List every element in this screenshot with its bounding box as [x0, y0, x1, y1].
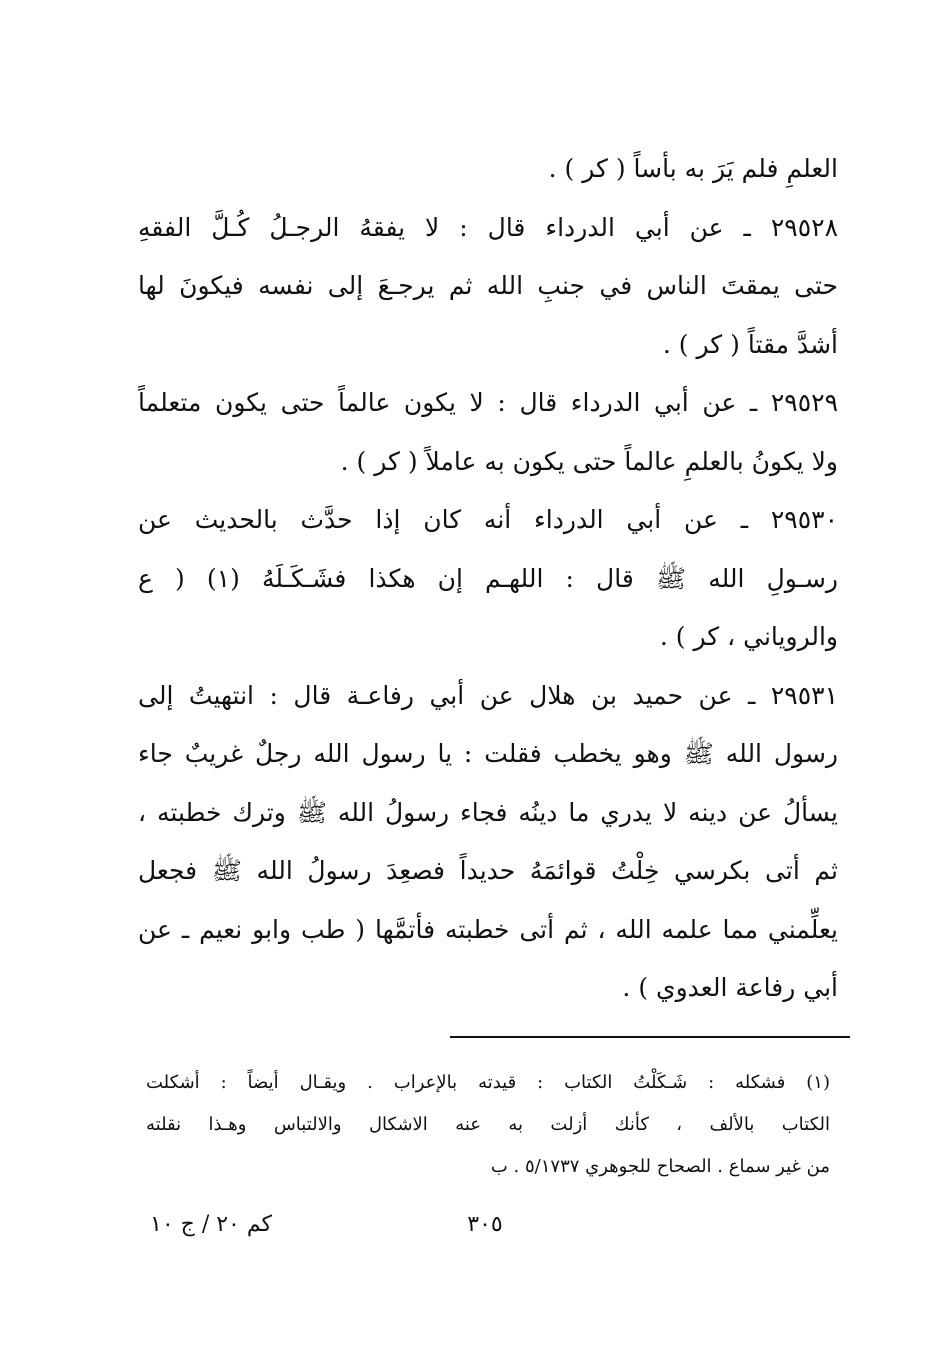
text-line: والروياني ، كر ) . — [659, 622, 838, 651]
footnote-line: (١) فشكله : شَـكَلْتُ الكتاب : قيدته بالإعراب . ويقـال أيضاً : أشكلت — [146, 1072, 830, 1093]
footnote-line: من غير سماع . الصحاح للجوهري ٥/١٧٣٧ . ب — [490, 1156, 830, 1177]
hadith-29528-line: ٢٩٥٢٨ ـ عن أبي الدرداء قال : لا يفقهُ الرجـلُ كُـلَّ الفقهِ — [138, 212, 838, 242]
text-line: ثم أتى بكرسي خِلْتُ قوائمَهُ حديداً فصعِدَ رسولُ الله ﷺ فجعل — [138, 856, 838, 885]
text-line: العلمِ فلم يَرَ به بأساً ( كر ) . — [548, 154, 838, 183]
footnote — [146, 1062, 830, 1188]
footnote-line: الكتاب بالألف ، كأنك أزلت به عنه الاشكال والالتباس وهـذا نقلته — [146, 1114, 830, 1135]
text-line: يسألُ عن دينه لا يدري ما دينُه فجاء رسولُ الله ﷺ وترك خطبته ، — [138, 797, 838, 827]
text-line: رسول الله ﷺ وهو يخطب فقلت : يا رسول الله رجلٌ غريبٌ جاء — [138, 739, 838, 768]
text-line: يعلِّمني مما علمه الله ، ثم أتى خطبته فأتمَّها ( طب وابو نعيم ـ عن — [138, 914, 838, 944]
text-line: ولا يكونُ بالعلمِ عالماً حتى يكون به عاملاً ( كر ) . — [340, 446, 838, 476]
text-line: رسـولِ الله ﷺ قال : اللهـم إن هكذا فشَـكَـلَهُ (١) ( ع — [138, 563, 838, 593]
volume-signature: كم ٢٠ / ج ١٠ — [150, 1212, 272, 1237]
hadith-29529-line: ٢٩٥٢٩ ـ عن أبي الدرداء قال : لا يكون عالماً حتى يكون متعلماً — [138, 388, 838, 417]
text-line: أبي رفاعة العدوي ) . — [622, 973, 838, 1002]
main-text — [138, 140, 838, 1018]
hadith-29531-line: ٢٩٥٣١ ـ عن حميد بن هلال عن أبي رفاعـة قال : انتهيتُ إلى — [138, 680, 838, 710]
page-number: ٣٠٥ — [467, 1212, 503, 1237]
text-line: حتى يمقتَ الناس في جنبِ الله ثم يرجـعَ إلى نفسه فيكونَ لها — [138, 271, 838, 300]
hadith-29530-line: ٢٩٥٣٠ ـ عن أبي الدرداء أنه كان إذا حدَّث بالحديث عن — [138, 505, 838, 534]
footnote-divider — [450, 1036, 850, 1038]
text-line: أشدَّ مقتاً ( كر ) . — [662, 329, 838, 359]
